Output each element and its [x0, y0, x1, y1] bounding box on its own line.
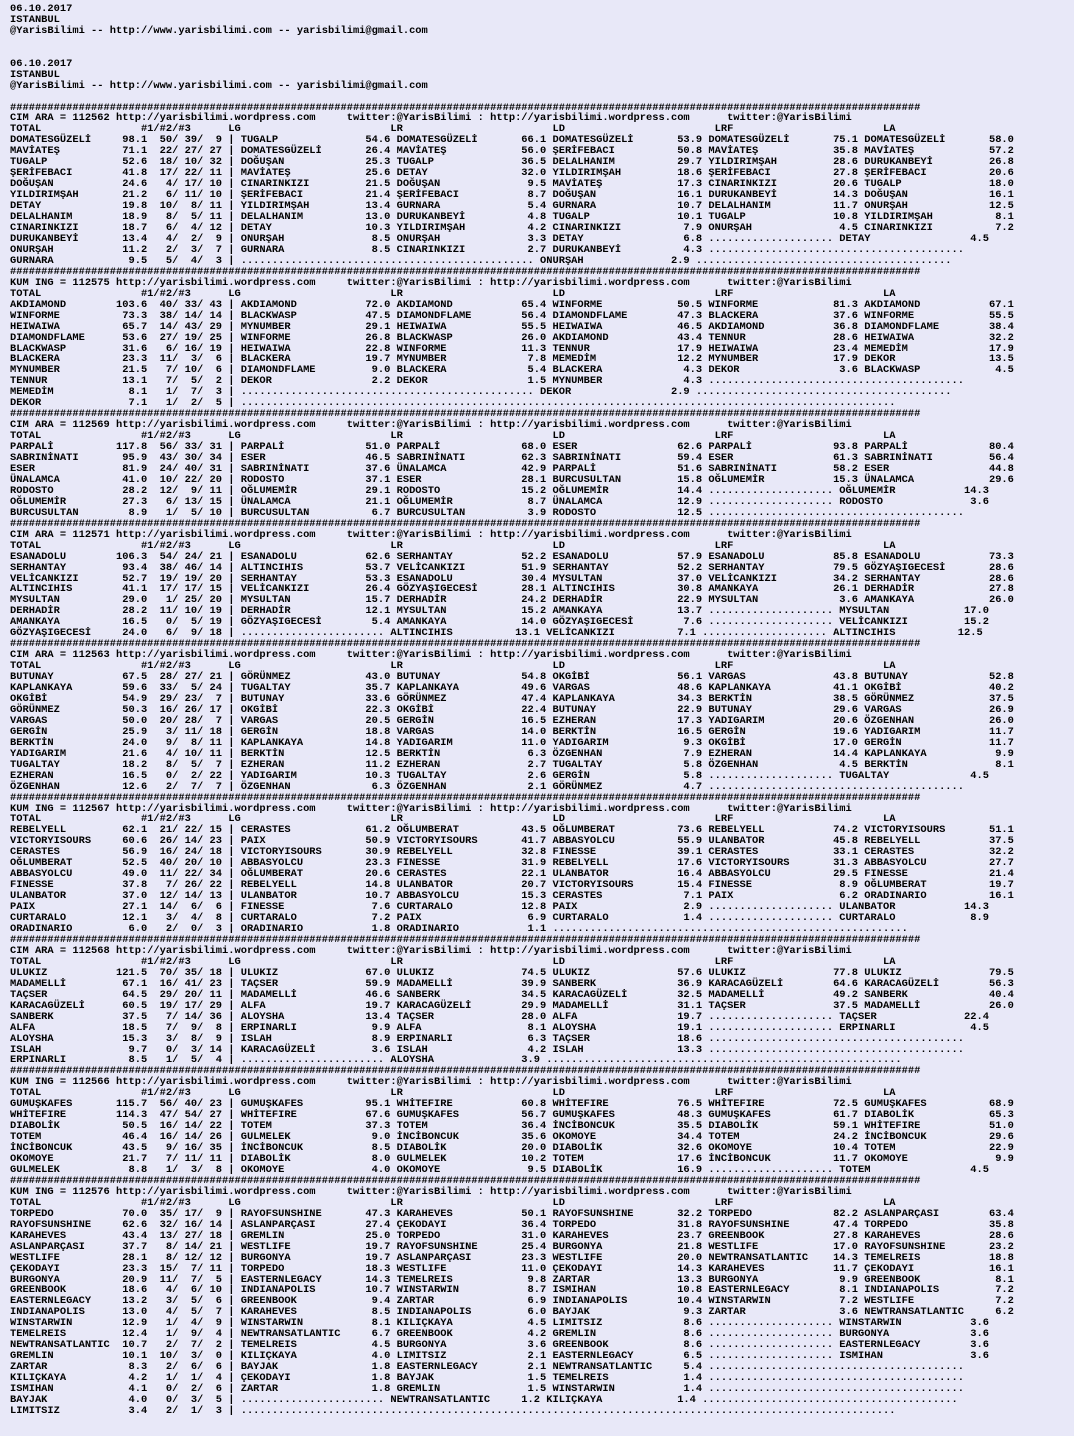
table-row: KARAHEVES 43.4 13/ 27/ 18 | GREMLIN 25.0 TORPEDO 31.0 KARAHEVES 23.7 GREENBOOK 27.8 KARAHEVES 28.6 [10, 1229, 1014, 1242]
section-divider: ################################################################################################################################################## [10, 408, 921, 421]
table-row: ULUKIZ 121.5 70/ 35/ 18 | ULUKIZ 67.0 ULUKIZ 74.5 ULUKIZ 57.6 ULUKIZ 77.8 ULUKIZ 79.5 [10, 966, 1014, 979]
column-header-row: TOTAL #1/#2/#3 LG LR LD LRF LA [10, 123, 896, 136]
table-row: ONURŞAH 11.2 2/ 3/ 7 | GURNARA 8.5 CINARINKIZI 2.7 DURUKANBEYİ 4.3 ......................................... [10, 243, 965, 256]
race-title: CIM ARA = 112562 http://yarisbilimi.wordpress.com twitter:@YarisBilimi : http://yarisbilimi.wordpress.com twitter:@YarisBilimi [10, 112, 852, 125]
section-divider: ################################################################################################################################################## [10, 1174, 921, 1187]
column-header-row: TOTAL #1/#2/#3 LG LR LD LRF LA [10, 1196, 896, 1209]
table-row: MEMEDİM 8.1 1/ 7/ 3 | ............................................... DEKOR 2.9 ......................................... [10, 386, 952, 399]
table-row: TEMELREIS 12.4 1/ 9/ 4 | NEWTRANSATLANTIC 6.7 GREENBOOK 4.2 GREMLIN 8.6 .................... BURGONYA 3.6 [10, 1328, 989, 1341]
table-row: BAYJAK 4.0 0/ 3/ 5 | ....................... NEWTRANSATLANTIC 1.2 KILIÇKAYA 1.4 ......................................... [10, 1394, 958, 1406]
race-title: CIM ARA = 112571 http://yarisbilimi.wordpress.com twitter:@YarisBilimi : http://yarisbilimi.wordpress.com twitter:@YarisBilimi [10, 528, 852, 541]
table-row: REBELYELL 62.1 21/ 22/ 15 | CERASTES 61.2 OĞLUMBERAT 43.5 OĞLUMBERAT 73.6 REBELYELL 74.2 VICTORYISOURS 51.1 [10, 824, 1014, 837]
table-row: TORPEDO 70.0 35/ 17/ 9 | RAYOFSUNSHINE 47.3 KARAHEVES 50.1 RAYOFSUNSHINE 32.2 TORPEDO 82.2 ASLANPARÇASI 63.4 [10, 1207, 1014, 1220]
report-city: ISTANBUL [10, 68, 60, 81]
race-title: KUM ING = 112567 http://yarisbilimi.wordpress.com twitter:@YarisBilimi : http://yarisbilimi.wordpress.com twitter:@YarisBilimi [10, 802, 852, 815]
table-row: VICTORYISOURS 60.6 26/ 14/ 23 | PAIX 50.9 VICTORYISOURS 41.7 ABBASYOLCU 55.9 ULANBATOR 45.8 REBELYELL 37.5 [10, 835, 1014, 848]
table-row: BERKTİN 24.0 9/ 8/ 11 | KAPLANKAYA 14.8 YADIGARIM 11.0 YADIGARIM 9.3 OKGİBİ 17.0 GERGİN 11.7 [10, 736, 1014, 749]
table-row: DOĞUŞAN 24.6 4/ 17/ 10 | CINARINKIZI 21.5 DOĞUŞAN 9.5 MAVİATEŞ 17.3 CINARINKIZI 20.6 TUGALP 18.0 [10, 178, 1014, 191]
table-row: MAVİATEŞ 71.1 22/ 27/ 27 | DOMATESGÜZELİ 26.4 MAVİATEŞ 56.0 ŞERİFEBACI 50.8 MAVİATEŞ 35.8 MAVİATEŞ 57.2 [10, 145, 1014, 158]
section-divider: ################################################################################################################################################## [10, 517, 921, 530]
race-title: KUM ING = 112576 http://yarisbilimi.wordpress.com twitter:@YarisBilimi : http://yarisbilimi.wordpress.com twitter:@YarisBilimi [10, 1185, 852, 1198]
table-row: ŞERİFEBACI 41.8 17/ 22/ 11 | MAVİATEŞ 25.6 DETAY 32.0 YILDIRIMŞAH 18.6 ŞERİFEBACI 27.8 ŞERİFEBACI 20.6 [10, 167, 1014, 180]
table-row: KAPLANKAYA 59.6 33/ 5/ 24 | TUGALTAY 35.7 KAPLANKAYA 49.6 VARGAS 48.6 KAPLANKAYA 41.1 OKGİBİ 40.2 [10, 682, 1014, 695]
table-row: ZARTAR 8.3 2/ 6/ 6 | BAYJAK 1.8 EASTERNLEGACY 2.1 NEWTRANSATLANTIC 5.4 ......................................... [10, 1361, 965, 1374]
report-date: 06.10.2017 [10, 3, 73, 15]
table-row: HEIWAIWA 65.7 14/ 43/ 29 | MYNUMBER 29.1 HEIWAIWA 55.5 HEIWAIWA 46.5 AKDIAMOND 36.8 DIAMONDFLAME 38.4 [10, 320, 1014, 333]
spacer [10, 48, 1074, 59]
table-row: WINSTARWIN 12.9 1/ 4/ 9 | WINSTARWIN 8.1 KILIÇKAYA 4.5 LIMITSIZ 8.6 .................... WINSTARWIN 3.6 [10, 1317, 989, 1330]
table-row: RODOSTO 28.2 12/ 9/ 11 | OĞLUMEMİR 29.1 RODOSTO 15.2 OĞLUMEMİR 14.4 .................... OĞLUMEMİR 14.3 [10, 484, 989, 497]
report-contact: @YarisBilimi -- http://www.yarisbilimi.com -- yarisbilimi@gmail.com [10, 24, 428, 37]
column-header-row: TOTAL #1/#2/#3 LG LR LD LRF LA [10, 955, 896, 968]
table-row: SANBERK 37.5 7/ 14/ 36 | ALOYSHA 13.4 TAÇSER 28.0 ALFA 19.7 .................... TAÇSER 22.4 [10, 1010, 989, 1023]
race-tables [10, 103, 1074, 1417]
table-row: CERASTES 56.9 16/ 24/ 18 | VICTORYISOURS 30.9 REBELYELL 32.8 FINESSE 39.1 CERASTES 33.1 CERASTES 32.2 [10, 846, 1014, 859]
table-row: OKOMOYE 21.7 7/ 11/ 11 | DIABOLİK 8.0 GULMELEK 10.2 TOTEM 17.6 İNCİBONCUK 11.7 OKOMOYE 9.9 [10, 1153, 1014, 1166]
table-row: BURCUSULTAN 8.9 1/ 5/ 10 | BURCUSULTAN 6.7 BURCUSULTAN 3.9 RODOSTO 12.5 ......................................... [10, 506, 965, 519]
table-row: DOMATESGÜZELİ 98.1 50/ 39/ 9 | TUGALP 54.6 DOMATESGÜZELİ 66.1 DOMATESGÜZELİ 53.9 DOMATESGÜZELİ 75.1 DOMATESGÜZELİ 58.0 [10, 134, 1014, 147]
table-row: DELALHANIM 18.9 8/ 5/ 11 | DELALHANIM 13.0 DURUKANBEYİ 4.8 TUGALP 10.1 TUGALP 10.8 YILDIRIMŞAH 8.1 [10, 211, 1014, 224]
column-header-row: TOTAL #1/#2/#3 LG LR LD LRF LA [10, 430, 896, 443]
table-row: BURGONYA 20.9 11/ 7/ 5 | EASTERNLEGACY 14.3 TEMELREIS 9.8 ZARTAR 13.3 BURGONYA 9.9 GREENBOOK 8.1 [10, 1273, 1014, 1286]
table-row: MADAMELLİ 67.1 16/ 41/ 23 | TAÇSER 59.9 MADAMELLİ 39.9 SANBERK 36.9 KARACAGÜZELİ 64.6 KARACAGÜZELİ 56.3 [10, 977, 1014, 990]
table-row: OĞLUMBERAT 52.5 40/ 20/ 10 | ABBASYOLCU 23.3 FINESSE 31.9 REBELYELL 17.6 VICTORYISOURS 31.3 ABBASYOLCU 27.7 [10, 857, 1014, 870]
table-row: ÖZGENHAN 12.6 2/ 7/ 7 | ÖZGENHAN 6.3 ÖZGENHAN 2.1 GÖRÜNMEZ 4.7 ......................................... [10, 780, 965, 793]
table-row: ESER 81.9 24/ 40/ 31 | SABRINİNATI 37.6 ÜNALAMCA 42.9 PARPALİ 51.6 SABRINİNATI 58.2 ESER 44.8 [10, 462, 1014, 475]
column-header-row: TOTAL #1/#2/#3 LG LR LD LRF LA [10, 1087, 896, 1100]
column-header-row: TOTAL #1/#2/#3 LG LR LD LRF LA [10, 539, 896, 552]
section-divider: ################################################################################################################################################## [10, 638, 921, 651]
table-row: GÖRÜNMEZ 50.3 16/ 26/ 17 | OKGİBİ 22.3 OKGİBİ 22.4 BUTUNAY 22.9 BUTUNAY 29.6 VARGAS 26.9 [10, 703, 1014, 716]
table-row: GUMUŞKAFES 115.7 56/ 40/ 23 | GUMUŞKAFES 95.1 WHİTEFIRE 60.8 WHİTEFIRE 76.5 WHİTEFIRE 72.5 GUMUŞKAFES 68.9 [10, 1098, 1014, 1111]
table-row: EASTERNLEGACY 13.2 3/ 5/ 6 | GREENBOOK 9.4 ZARTAR 6.9 INDIANAPOLIS 10.4 WINSTARWIN 7.2 WESTLIFE 7.2 [10, 1295, 1014, 1308]
race-title: CIM ARA = 112568 http://yarisbilimi.wordpress.com twitter:@YarisBilimi : http://yarisbilimi.wordpress.com twitter:@YarisBilimi [10, 944, 852, 957]
table-row: DETAY 19.8 10/ 8/ 11 | YILDIRIMŞAH 13.4 GURNARA 5.4 GURNARA 10.7 DELALHANIM 11.7 ONURŞAH 12.5 [10, 200, 1014, 213]
table-row: ORADINARIO 6.0 2/ 0/ 3 | ORADINARIO 1.8 ORADINARIO 1.1 ......................................................... [10, 923, 908, 936]
table-row: DURUKANBEYİ 13.4 4/ 2/ 9 | ONURŞAH 8.5 ONURŞAH 3.3 DETAY 6.8 .................... DETAY 4.5 [10, 232, 989, 245]
column-header-row: TOTAL #1/#2/#3 LG LR LD LRF LA [10, 660, 896, 673]
table-row: FINESSE 37.8 7/ 26/ 22 | REBELYELL 14.8 ULANBATOR 20.7 VICTORYISOURS 15.4 FINESSE 8.9 OĞLUMBERAT 19.7 [10, 879, 1014, 892]
table-row: SERHANTAY 93.4 38/ 46/ 14 | ALTINCIHIS 53.7 VELİCANKIZI 51.9 SERHANTAY 52.2 SERHANTAY 79.5 GÖZYAŞIGECESİ 28.6 [10, 561, 1014, 574]
table-row: ÇEKODAYI 23.3 15/ 7/ 11 | TORPEDO 18.3 WESTLIFE 11.0 ÇEKODAYI 14.3 KARAHEVES 11.7 ÇEKODAYI 16.1 [10, 1262, 1014, 1275]
table-row: WHİTEFIRE 114.3 47/ 54/ 27 | WHİTEFIRE 67.6 GUMUŞKAFES 56.7 GUMUŞKAFES 48.3 GUMUŞKAFES 61.7 DIABOLİK 65.3 [10, 1109, 1014, 1122]
table-row: EZHERAN 16.5 0/ 2/ 22 | YADIGARIM 10.3 TUGALTAY 2.6 GERGİN 5.8 .................... TUGALTAY 4.5 [10, 769, 989, 782]
table-row: TUGALP 52.6 18/ 10/ 32 | DOĞUŞAN 25.3 TUGALP 36.5 DELALHANIM 29.7 YILDIRIMŞAH 28.6 DURUKANBEYİ 26.8 [10, 156, 1014, 169]
table-row: ALOYSHA 15.3 3/ 8/ 9 | ISLAH 8.9 ERPINARLI 6.3 TAÇSER 18.6 ......................................... [10, 1032, 965, 1045]
table-row: İNCİBONCUK 43.5 9/ 16/ 35 | İNCİBONCUK 8.5 DIABOLİK 20.0 DIABOLİK 32.6 OKOMOYE 10.4 TOTEM 22.9 [10, 1142, 1014, 1155]
spacer [10, 37, 1074, 48]
table-row: CINARINKIZI 18.7 6/ 4/ 12 | DETAY 10.3 YILDIRIMŞAH 4.2 CINARINKIZI 7.9 ONURŞAH 4.5 CINARINKIZI 7.2 [10, 222, 1014, 235]
column-header-row: TOTAL #1/#2/#3 LG LR LD LRF LA [10, 287, 896, 300]
table-row: ESANADOLU 106.3 54/ 24/ 21 | ESANADOLU 62.6 SERHANTAY 52.2 ESANADOLU 57.9 ESANADOLU 85.8 ESANADOLU 73.3 [10, 550, 1014, 563]
table-row: YILDIRIMŞAH 21.2 6/ 11/ 10 | ŞERİFEBACI 21.4 ŞERİFEBACI 8.7 DOĞUŞAN 16.1 DURUKANBEYİ 14.3 DOĞUŞAN 16.1 [10, 189, 1014, 202]
table-row: GÖZYAŞIGECESİ 24.0 6/ 9/ 18 | ....................... ALTINCIHIS 13.1 VELİCANKIZI 7.1 .................... ALTINCIHIS 12.5 [10, 627, 983, 640]
race-title: CIM ARA = 112569 http://yarisbilimi.wordpress.com twitter:@YarisBilimi : http://yarisbilimi.wordpress.com twitter:@YarisBilimi [10, 419, 852, 432]
table-row: GREMLIN 10.1 10/ 3/ 0 | KILIÇKAYA 4.0 LIMITSIZ 2.1 EASTERNLEGACY 6.5 .................... ISMIHAN 3.6 [10, 1350, 989, 1363]
table-row: ULANBATOR 37.0 12/ 14/ 13 | ULANBATOR 10.7 ABBASYOLCU 15.3 CERASTES 7.1 PAIX 6.2 ORADINARIO 16.1 [10, 890, 1014, 903]
section-divider: ################################################################################################################################################## [10, 933, 921, 946]
table-row: GULMELEK 8.8 1/ 3/ 8 | OKOMOYE 4.0 OKOMOYE 9.5 DIABOLİK 16.9 .................... TOTEM 4.5 [10, 1163, 989, 1176]
table-row: RAYOFSUNSHINE 62.6 32/ 16/ 14 | ASLANPARÇASI 27.4 ÇEKODAYI 36.4 TORPEDO 31.8 RAYOFSUNSHINE 47.4 TORPEDO 35.8 [10, 1218, 1014, 1231]
table-row: TOTEM 46.4 16/ 14/ 26 | GULMELEK 9.0 İNCİBONCUK 35.6 OKOMOYE 34.4 TOTEM 24.2 İNCİBONCUK 29.6 [10, 1131, 1014, 1144]
table-row: GURNARA 9.5 5/ 4/ 3 | ............................................... ONURŞAH 2.9 ......................................... [10, 254, 952, 267]
table-row: BLACKERA 23.3 11/ 3/ 6 | BLACKERA 19.7 MYNUMBER 7.8 MEMEDİM 12.2 MYNUMBER 17.9 DEKOR 13.5 [10, 353, 1014, 366]
spacer [10, 92, 1074, 103]
column-header-row: TOTAL #1/#2/#3 LG LR LD LRF LA [10, 813, 896, 826]
table-row: WESTLIFE 28.1 8/ 12/ 12 | BURGONYA 19.7 ASLANPARÇASI 23.3 WESTLIFE 20.0 NEWTRANSATLANTIC 14.3 TEMELREIS 18.8 [10, 1251, 1014, 1264]
table-row: ISLAH 9.7 0/ 3/ 14 | KARACAGÜZELİ 3.6 ISLAH 4.2 ISLAH 13.3 ......................................... [10, 1043, 965, 1056]
table-row: PAIX 27.1 14/ 6/ 6 | FINESSE 7.6 CURTARALO 12.8 PAIX 2.9 .................... ULANBATOR 14.3 [10, 901, 989, 914]
section-divider: ################################################################################################################################################## [10, 1065, 921, 1078]
section-divider: ################################################################################################################################################## [10, 791, 921, 804]
table-row: LIMITSIZ 3.4 2/ 1/ 3 | ......................................................................................................... [10, 1404, 896, 1417]
table-row: NEWTRANSATLANTIC 10.7 2/ 7/ 2 | TEMELREIS 4.5 BURGONYA 3.6 GREENBOOK 8.6 .................... EASTERNLEGACY 3.6 [10, 1339, 989, 1352]
table-row: GREENBOOK 18.6 4/ 6/ 10 | INDIANAPOLIS 10.7 WINSTARWIN 8.7 ISMIHAN 10.8 EASTERNLEGACY 8.1 INDIANAPOLIS 7.2 [10, 1284, 1014, 1297]
table-row: TUGALTAY 18.2 8/ 5/ 7 | EZHERAN 11.2 EZHERAN 2.7 TUGALTAY 5.8 ÖZGENHAN 4.5 BERKTİN 8.1 [10, 758, 1014, 771]
table-row: MYSULTAN 29.0 1/ 25/ 20 | MYSULTAN 15.7 DERHADİR 24.2 DERHADİR 22.9 MYSULTAN 3.6 AMANKAYA 26.0 [10, 594, 1014, 607]
table-row: WINFORME 73.3 38/ 14/ 14 | BLACKWASP 47.5 DIAMONDFLAME 56.4 DIAMONDFLAME 47.3 BLACKERA 37.6 WINFORME 55.5 [10, 309, 1014, 322]
table-row: TAÇSER 64.5 29/ 20/ 11 | MADAMELLİ 46.6 SANBERK 34.5 KARACAGÜZELİ 32.5 MADAMELLİ 49.2 SANBERK 40.4 [10, 988, 1014, 1001]
race-title: KUM ING = 112575 http://yarisbilimi.wordpress.com twitter:@YarisBilimi : http://yarisbilimi.wordpress.com twitter:@YarisBilimi [10, 276, 852, 289]
table-row: DEKOR 7.1 1/ 2/ 5 | ......................................................................................................... [10, 397, 896, 410]
table-row: MYNUMBER 21.5 7/ 10/ 6 | DIAMONDFLAME 9.0 BLACKERA 5.4 BLACKERA 4.3 DEKOR 3.6 BLACKWASP 4.5 [10, 364, 1014, 377]
table-row: CURTARALO 12.1 3/ 4/ 8 | CURTARALO 7.2 PAIX 6.9 CURTARALO 1.4 .................... CURTARALO 8.9 [10, 912, 989, 925]
section-divider: ################################################################################################################################################## [10, 265, 921, 278]
table-row: AKDIAMOND 103.6 40/ 33/ 43 | AKDIAMOND 72.0 AKDIAMOND 65.4 WINFORME 50.5 WINFORME 81.3 AKDIAMOND 67.1 [10, 298, 1014, 311]
table-row: ASLANPARÇASI 37.7 8/ 14/ 21 | WESTLIFE 19.7 RAYOFSUNSHINE 25.4 BURGONYA 21.8 WESTLIFE 17.0 RAYOFSUNSHINE 23.2 [10, 1240, 1014, 1253]
table-row: PARPALİ 117.8 56/ 33/ 31 | PARPALİ 51.0 PARPALİ 68.0 ESER 62.6 PARPALİ 93.8 PARPALİ 80.4 [10, 441, 1014, 454]
table-row: SABRINİNATI 95.9 43/ 30/ 34 | ESER 46.5 SABRINİNATI 62.3 SABRINİNATI 59.4 ESER 61.3 SABRINİNATI 56.4 [10, 452, 1014, 465]
table-row: AMANKAYA 16.5 0/ 5/ 19 | GÖZYAŞIGECESİ 5.4 AMANKAYA 14.0 GÖZYAŞIGECESİ 7.6 .................... VELİCANKIZI 15.2 [10, 616, 989, 629]
table-row: GERGİN 25.9 3/ 11/ 18 | GERGİN 18.8 VARGAS 14.0 BERKTİN 16.5 GERGİN 19.6 YADIGARIM 11.7 [10, 725, 1014, 738]
table-row: ISMIHAN 4.1 0/ 2/ 6 | ZARTAR 1.8 GREMLIN 1.5 WINSTARWIN 1.4 ......................................... [10, 1383, 965, 1396]
table-row: ALTINCIHIS 41.1 17/ 17/ 15 | VELİCANKIZI 26.4 GÖZYAŞIGECESİ 28.1 ALTINCIHIS 30.8 AMANKAYA 26.1 DERHADİR 27.8 [10, 583, 1014, 596]
table-row: ABBASYOLCU 49.0 11/ 22/ 34 | OĞLUMBERAT 20.6 CERASTES 22.1 ULANBATOR 16.4 ABBASYOLCU 29.5 FINESSE 21.4 [10, 868, 1014, 881]
report-date: 06.10.2017 [10, 57, 73, 70]
table-row: INDIANAPOLIS 13.0 4/ 5/ 7 | KARAHEVES 8.5 INDIANAPOLIS 6.0 BAYJAK 9.3 ZARTAR 3.6 NEWTRANSATLANTIC 6.2 [10, 1306, 1014, 1319]
table-row: BLACKWASP 31.6 6/ 16/ 19 | HEIWAIWA 22.8 WINFORME 11.3 TENNUR 17.9 HEIWAIWA 23.4 MEMEDİM 17.9 [10, 342, 1014, 355]
table-row: KARACAGÜZELİ 60.5 19/ 17/ 29 | ALFA 19.7 KARACAGÜZELİ 29.9 MADAMELLİ 31.1 TAÇSER 37.5 MADAMELLİ 26.0 [10, 999, 1014, 1012]
table-row: ERPINARLI 8.5 1/ 5/ 4 | ....................... ALOYSHA 3.9 ......................................................... [10, 1054, 902, 1067]
table-row: DIAMONDFLAME 53.6 27/ 19/ 25 | WINFORME 26.8 BLACKWASP 26.0 AKDIAMOND 43.4 TENNUR 28.6 HEIWAIWA 32.2 [10, 331, 1014, 344]
table-row: ÜNALAMCA 41.0 10/ 22/ 20 | RODOSTO 37.1 ESER 28.1 BURCUSULTAN 15.8 OĞLUMEMİR 15.3 ÜNALAMCA 29.6 [10, 473, 1014, 486]
table-row: DERHADİR 28.2 11/ 10/ 19 | DERHADİR 12.1 MYSULTAN 15.2 AMANKAYA 13.7 .................... MYSULTAN 17.0 [10, 605, 989, 618]
section-divider: ################################################################################################################################################## [10, 101, 921, 114]
table-row: VARGAS 50.0 20/ 28/ 7 | VARGAS 20.5 GERGİN 16.5 EZHERAN 17.3 YADIGARIM 20.6 ÖZGENHAN 26.0 [10, 714, 1014, 727]
table-row: YADIGARIM 21.6 4/ 10/ 11 | BERKTİN 12.5 BERKTİN 6.3 ÖZGENHAN 7.9 EZHERAN 14.4 KAPLANKAYA 9.9 [10, 747, 1014, 760]
table-row: OĞLUMEMİR 27.3 6/ 13/ 15 | ÜNALAMCA 21.1 OĞLUMEMİR 8.7 ÜNALAMCA 12.9 .................... RODOSTO 3.6 [10, 495, 989, 508]
table-row: KILIÇKAYA 4.2 1/ 1/ 4 | ÇEKODAYI 1.8 BAYJAK 1.5 TEMELREIS 1.4 ......................................... [10, 1372, 965, 1385]
report-city: ISTANBUL [10, 13, 60, 26]
table-row: OKGİBİ 54.9 29/ 23/ 7 | BUTUNAY 33.6 GÖRÜNMEZ 47.4 KAPLANKAYA 34.3 BERKTİN 38.5 GÖRÜNMEZ 37.5 [10, 693, 1014, 705]
race-title: CIM ARA = 112563 http://yarisbilimi.wordpress.com twitter:@YarisBilimi : http://yarisbilimi.wordpress.com twitter:@YarisBilimi [10, 649, 852, 662]
table-row: ALFA 18.5 7/ 9/ 8 | ERPINARLI 9.9 ALFA 8.1 ALOYSHA 19.1 .................... ERPINARLI 4.5 [10, 1021, 989, 1034]
race-title: KUM ING = 112566 http://yarisbilimi.wordpress.com twitter:@YarisBilimi : http://yarisbilimi.wordpress.com twitter:@YarisBilimi [10, 1076, 852, 1089]
table-row: VELİCANKIZI 52.7 19/ 19/ 20 | SERHANTAY 53.3 ESANADOLU 30.4 MYSULTAN 37.0 VELİCANKIZI 34.2 SERHANTAY 28.6 [10, 572, 1014, 585]
table-row: TENNUR 13.1 7/ 5/ 2 | DEKOR 2.2 DEKOR 1.5 MYNUMBER 4.3 ......................................... [10, 375, 965, 388]
report-contact: @YarisBilimi -- http://www.yarisbilimi.com -- yarisbilimi@gmail.com [10, 79, 428, 92]
table-row: BUTUNAY 67.5 28/ 27/ 21 | GÖRÜNMEZ 43.0 BUTUNAY 54.8 OKGİBİ 56.1 VARGAS 43.8 BUTUNAY 52.8 [10, 671, 1014, 684]
table-row: DIABOLİK 50.5 16/ 14/ 22 | TOTEM 37.3 TOTEM 36.4 İNCİBONCUK 35.5 DIABOLİK 59.1 WHİTEFIRE 51.0 [10, 1120, 1014, 1133]
